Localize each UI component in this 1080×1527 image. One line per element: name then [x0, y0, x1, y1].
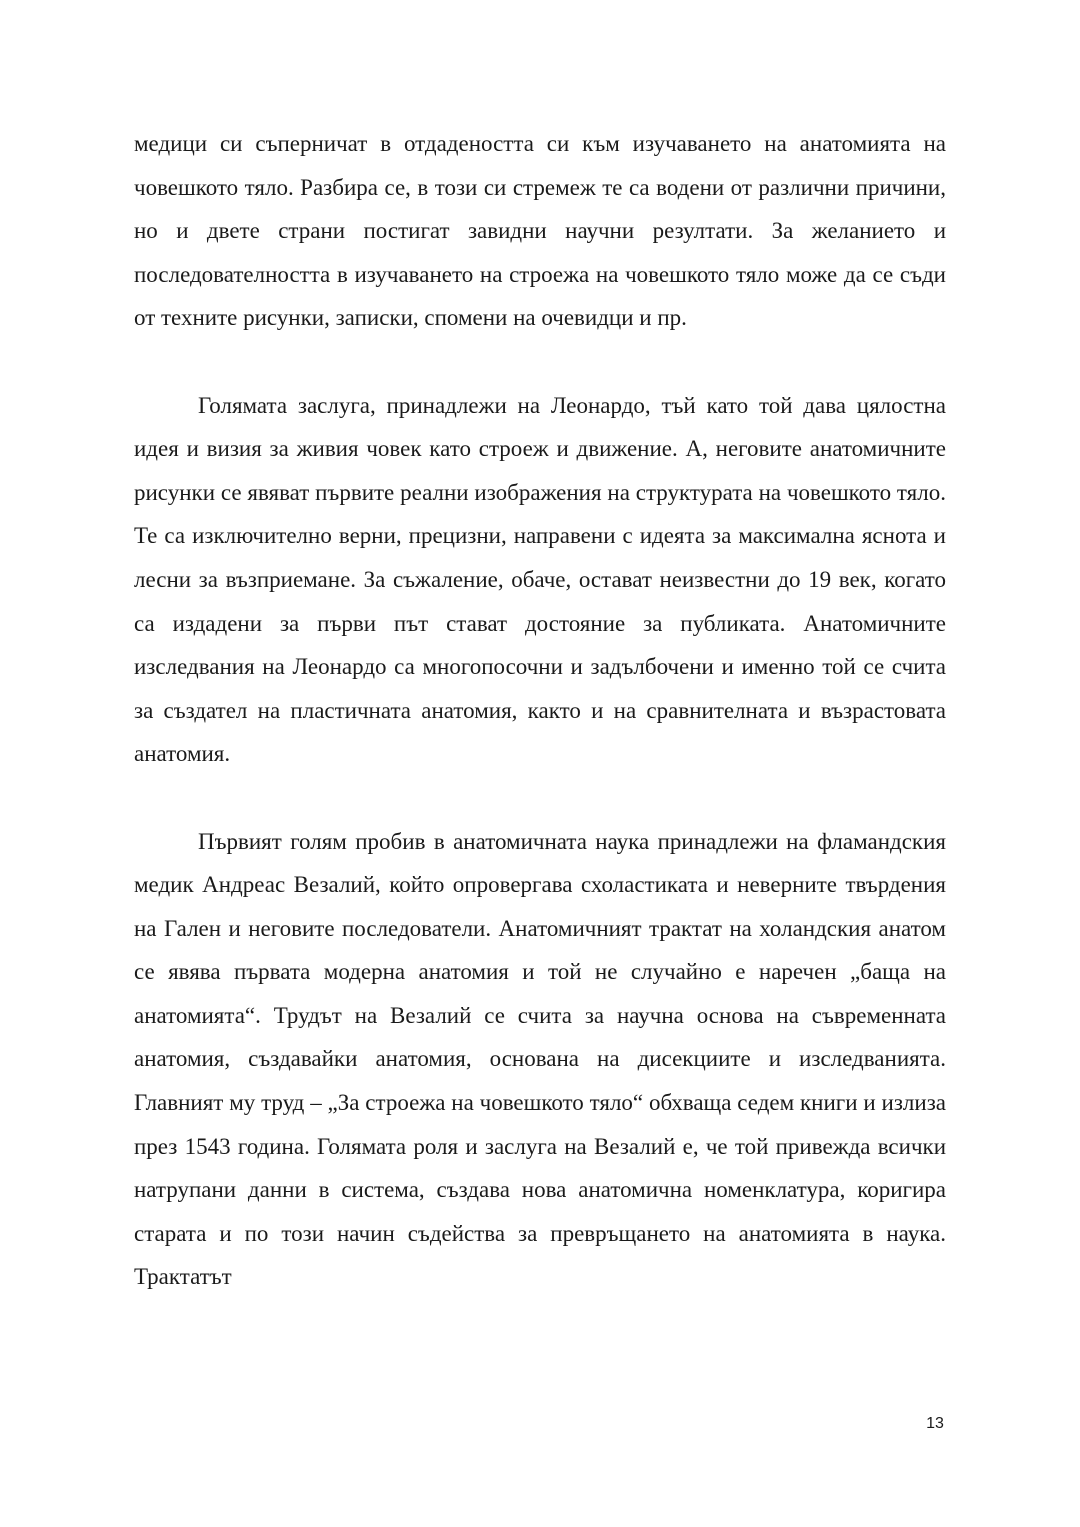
paragraph-vesalius: Първият голям пробив в анатомичната наука принадлежи на фламандския медик Андреас Везалий, който опровергава схоластиката и неверните твърдения на Гален и неговите последователи. Анатомичният трактат на холандския анатом се явява първата модерна анатомия и той не случайно е наречен „баща на анатомията“. Трудът на Везалий се счита за научна основа на съвременната анатомия, създавайки анатомия, основана на дисекциите и изследванията. Главният му труд – „За строежа на човешкото тяло“ обхваща седем книги и излиза през 1543 година. Голямата роля и заслуга на Везалий е, че той привежда всички натрупани данни в система, създава нова анатомична номенклатура, коригира старата и по този начин съдейства за превръщането на анатомията в наука. Трактатът — [134, 828, 946, 1290]
body-text — [134, 122, 946, 1299]
paragraph-continuation: медици си съперничат в отдадеността си към изучаването на анатомията на човешкото тяло. Разбира се, в този си стремеж те са водени от различни причини, но и двете страни постигат завидни научни резултати. За желанието и последователността в изучаването на строежа на човешкото тяло може да се съди от техните рисунки, записки, спомени на очевидци и пр. — [134, 131, 946, 331]
paragraph-leonardo: Голямата заслуга, принадлежи на Леонардо, тъй като той дава цялостна идея и визия за живия човек като строеж и движение. А, неговите анатомичните рисунки се явяват първите реални изображения на структурата на човешкото тяло. Те са изключително верни, прецизни, направени с идеята за максимална яснота и лесни за възприемане. За съжаление, обаче, остават неизвестни до 19 век, когато са издадени за първи път стават достояние за публиката. Анатомичните изследвания на Леонардо са многопосочни и задълбочени и именно той се счита за създател на пластичната анатомия, както и на сравнителната и възрастовата анатомия. — [134, 392, 946, 767]
page-number: 13 — [926, 1415, 944, 1432]
